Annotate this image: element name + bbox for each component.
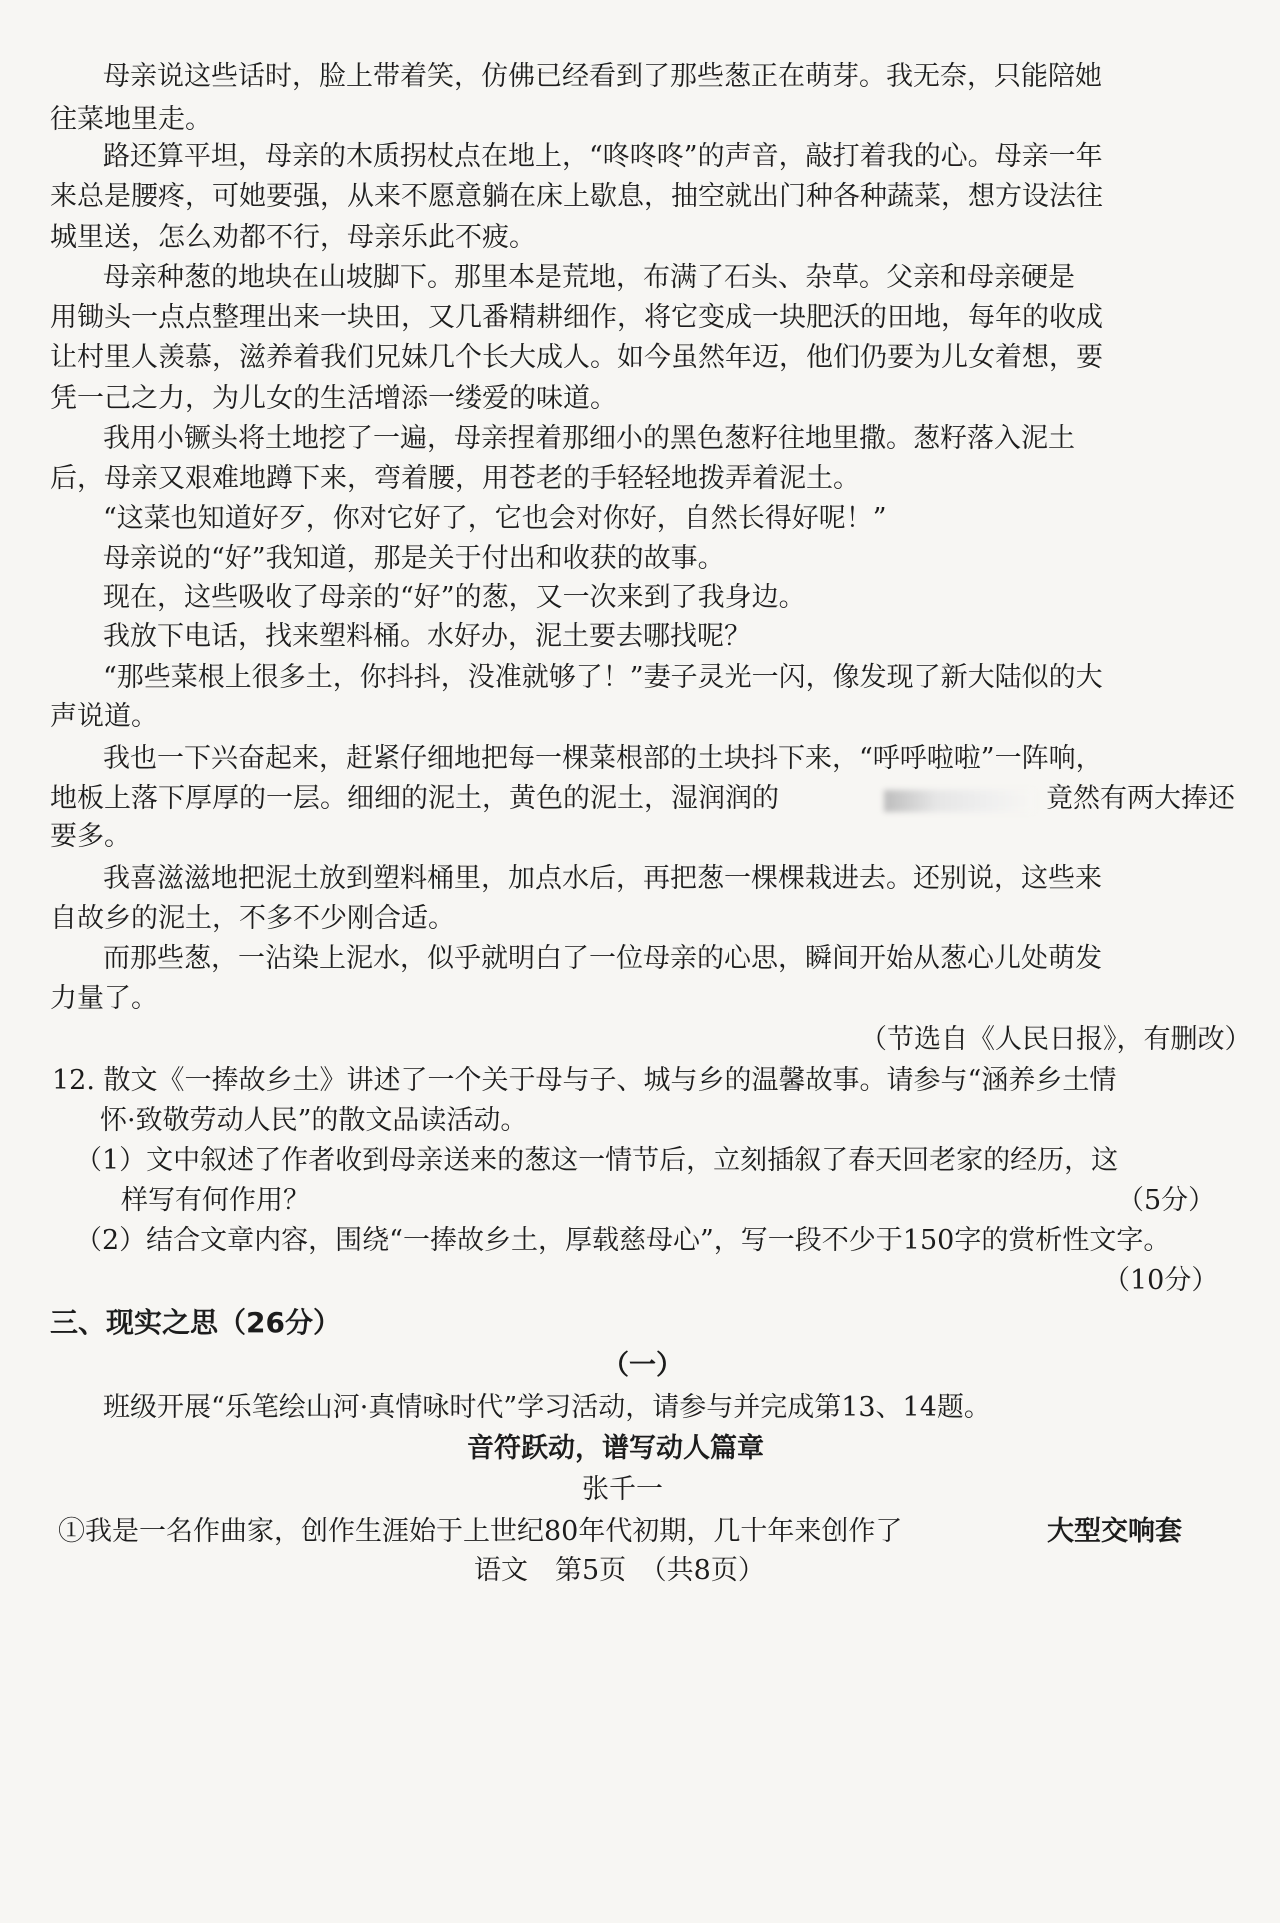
source-citation: （节选自《人民日报》，有删改）	[860, 1024, 1252, 1055]
activity-intro: 班级开展“乐笔绘山河·真情咏时代”学习活动，请参与并完成第13、14题。	[103, 1392, 991, 1423]
paragraph-line: 我放下电话，找来塑料桶。水好办，泥土要去哪找呢？	[103, 621, 751, 652]
paragraph-line: 我也一下兴奋起来，赶紧仔细地把每一棵菜根部的土块抖下来，“呼呼啦啦”一阵响，	[103, 743, 1103, 774]
question-12-sub-1: （1）文中叙述了作者收到母亲送来的葱这一情节后，立刻插叙了春天回老家的经历，这	[75, 1145, 1119, 1176]
paragraph-line: 后，母亲又艰难地蹲下来，弯着腰，用苍老的手轻轻地拨弄着泥土。	[50, 463, 860, 494]
paragraph-line: 地板上落下厚厚的一层。细细的泥土，黄色的泥土，湿润润的 竟然有两大捧还	[50, 783, 1235, 814]
article-title: 音符跃动，谱写动人篇章	[467, 1433, 764, 1464]
paragraph-line: 力量了。	[50, 983, 158, 1014]
question-12-sub-1: 样写有何作用？ （5分）	[0, 1176, 1280, 1226]
paragraph-line: 要多。	[50, 821, 131, 852]
paragraph-line: 自故乡的泥土，不多不少刚合适。	[50, 903, 455, 934]
paragraph-line: “那些菜根上很多土，你抖抖，没准就够了！”妻子灵光一闪，像发现了新大陆似的大	[103, 662, 1103, 693]
paragraph-line: 来总是腰疼，可她要强，从来不愿意躺在床上歇息，抽空就出门种各种蔬菜，想方设法往	[50, 181, 1103, 212]
paragraph-line: 声说道。	[50, 701, 158, 732]
article-author: 张千一	[582, 1474, 663, 1505]
paragraph-line: 凭一己之力，为儿女的生活增添一缕爱的味道。	[50, 383, 617, 414]
paragraph-line: 而那些葱，一沾染上泥水，似乎就明白了一位母亲的心思，瞬间开始从葱心儿处萌发	[103, 943, 1102, 974]
paragraph-line: 用锄头一点点整理出来一块田，又几番精耕细作，将它变成一块肥沃的田地，每年的收成	[50, 302, 1103, 333]
paragraph-line: 现在，这些吸收了母亲的“好”的葱，又一次来到了我身边。	[103, 582, 806, 613]
points-badge: （10分）	[1103, 1265, 1219, 1296]
page-footer: 语文 第5页 （共8页）	[474, 1555, 765, 1586]
article-first-line: ①我是一名作曲家，创作生涯始于上世纪80年代初期，几十年来创作了 大型交响套	[58, 1516, 1182, 1547]
question-12-stem: 12. 散文《一捧故乡土》讲述了一个关于母与子、城与乡的温馨故事。请参与“涵养乡土情	[52, 1065, 1117, 1096]
paragraph-line: 我喜滋滋地把泥土放到塑料桶里，加点水后，再把葱一棵棵栽进去。还别说，这些来	[103, 863, 1102, 894]
blurred-redaction	[884, 790, 1034, 812]
section-heading: 三、现实之思（26分）	[50, 1306, 341, 1339]
paragraph-line: 母亲说这些话时，脸上带着笑，仿佛已经看到了那些葱正在萌芽。我无奈，只能陪她	[103, 61, 1102, 92]
paragraph-line: 母亲种葱的地块在山坡脚下。那里本是荒地，布满了石头、杂草。父亲和母亲硬是	[103, 262, 1075, 293]
section-part-label: （一）	[602, 1350, 683, 1381]
paragraph-line: 往菜地里走。	[50, 104, 212, 135]
paragraph-line: “这菜也知道好歹，你对它好了，它也会对你好，自然长得好呢！”	[103, 503, 887, 534]
paragraph-line: 母亲说的“好”我知道，那是关于付出和收获的故事。	[103, 543, 725, 574]
question-12-stem: 怀·致敬劳动人民”的散文品读活动。	[100, 1105, 528, 1136]
paragraph-line: 城里送，怎么劝都不行，母亲乐此不疲。	[50, 222, 536, 253]
paragraph-line: 路还算平坦，母亲的木质拐杖点在地上，“咚咚咚”的声音，敲打着我的心。母亲一年	[103, 141, 1103, 172]
paragraph-line: 让村里人羡慕，滋养着我们兄妹几个长大成人。如今虽然年迈，他们仍要为儿女着想，要	[50, 342, 1103, 373]
question-12-sub-2: （2）结合文章内容，围绕“一捧故乡土，厚载慈母心”，写一段不少于150字的赏析性文字。	[75, 1225, 1171, 1256]
paragraph-line: 我用小镢头将土地挖了一遍，母亲捏着那细小的黑色葱籽往地里撒。葱籽落入泥土	[103, 423, 1075, 454]
points-badge: （5分）	[1117, 1185, 1216, 1216]
